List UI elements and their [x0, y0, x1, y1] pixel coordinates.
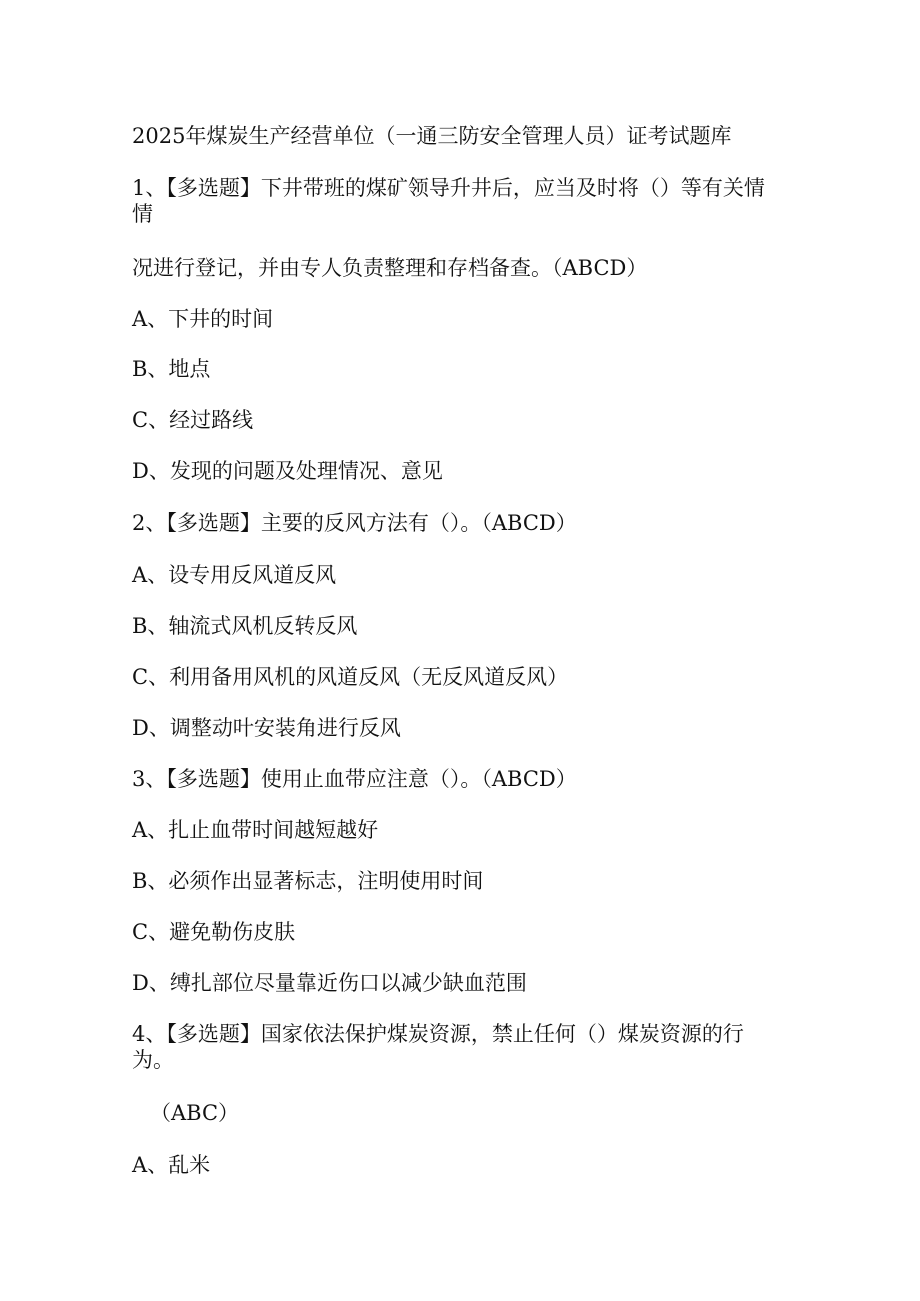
question-1-option-d: D、发现的问题及处理情况、意见: [132, 459, 443, 483]
question-2-option-d: D、调整动叶安装角进行反风: [132, 716, 401, 740]
question-2-option-a: A、设专用反风道反风: [132, 563, 337, 587]
question-4-stem-line-1: 4、【多选题】国家依法保护煤炭资源，禁止任何（）煤炭资源的行: [132, 1022, 744, 1046]
question-3-option-d: D、缚扎部位尽量靠近伤口以减少缺血范围: [132, 971, 527, 995]
question-1-option-c: C、经过路线: [132, 408, 254, 432]
question-1-stem-line-1: 1、【多选题】下井带班的煤矿领导升井后，应当及时将（）等有关情: [132, 176, 765, 200]
question-3-option-a: A、扎止血带时间越短越好: [132, 818, 379, 842]
question-1-stem-wrap: 情: [132, 202, 153, 226]
question-1-option-a: A、下井的时间: [132, 307, 274, 331]
question-4-answer: （ABC）: [150, 1101, 240, 1125]
question-4-option-a: A、乱米: [132, 1153, 211, 1177]
document-title: 2025年煤炭生产经营单位（一通三防安全管理人员）证考试题库: [132, 124, 732, 148]
question-3-option-c: C、避免勒伤皮肤: [132, 920, 296, 944]
question-3-stem: 3、【多选题】使用止血带应注意（）。（ABCD）: [132, 767, 577, 791]
question-2-option-b: B、轴流式风机反转反风: [132, 614, 358, 638]
question-2-stem: 2、【多选题】主要的反风方法有（）。（ABCD）: [132, 511, 577, 535]
question-2-option-c: C、利用备用风机的风道反风（无反风道反风）: [132, 665, 569, 689]
question-4-stem-line-2: 为。: [132, 1048, 174, 1072]
question-1-option-b: B、地点: [132, 357, 211, 381]
question-1-stem-line-2: 况进行登记，并由专人负责整理和存档备查。（ABCD）: [132, 256, 648, 280]
question-3-option-b: B、必须作出显著标志，注明使用时间: [132, 869, 484, 893]
